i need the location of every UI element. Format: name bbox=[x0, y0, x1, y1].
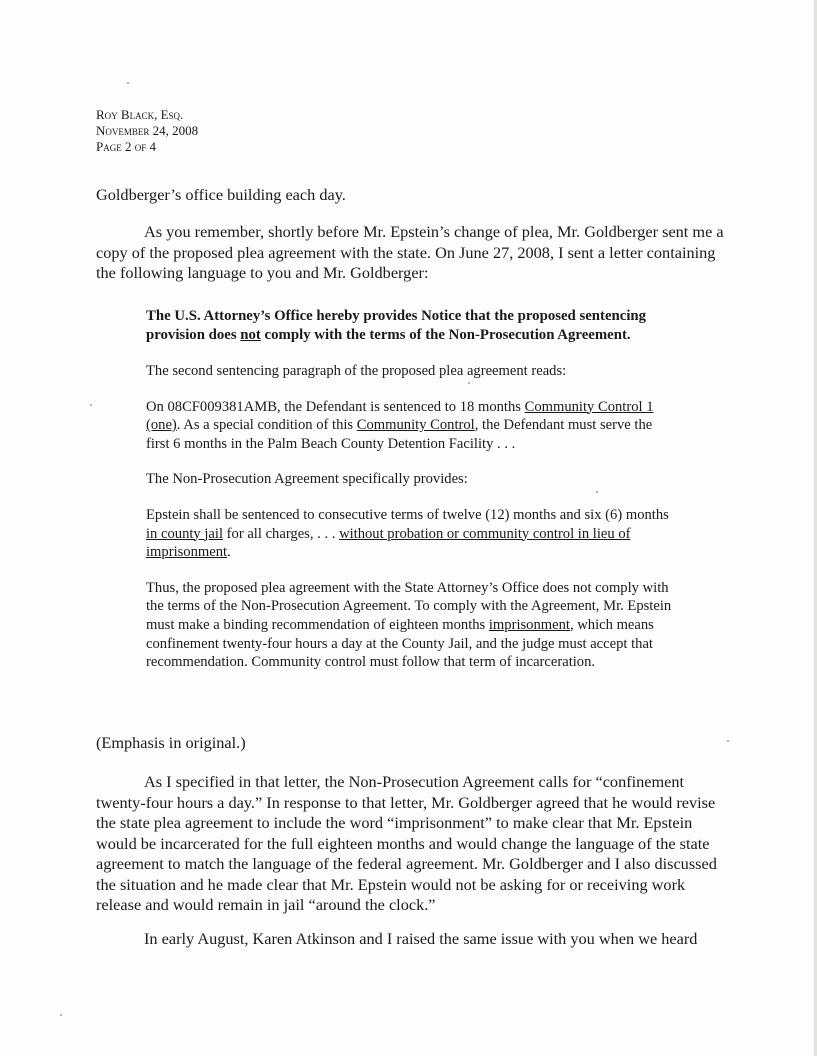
scan-speck bbox=[127, 82, 129, 84]
underline-county-jail: in county jail bbox=[146, 525, 224, 542]
paragraph-confinement: As I specified in that letter, the Non-Prosecution Agreement calls for “confinement twenty-four hours a day.” In response to that letter, Mr. Goldberger agreed that he would revise the state plea agreement to include the word “imprisonment” to make clear that Mr. Epstein would be incarcerated for the full eighteen months and would change the language of the state agreement to match the language of the federal agreement. Mr. Goldberger and I also discussed the situation and he made clear that Mr. Epstein would not be asking for or receiving work release and would remain in jail “around the clock.” bbox=[96, 772, 717, 914]
paragraph-early-august: In early August, Karen Atkinson and I raised the same issue with you when we heard bbox=[144, 929, 698, 948]
quote-notice: The U.S. Attorney’s Office hereby provides Notice that the proposed sentencing provision does not comply with the terms of the Non-Prosecution Agreement. bbox=[146, 308, 647, 343]
scan-speck bbox=[60, 1014, 62, 1016]
quote-sentencing-paragraph: On 08CF009381AMB, the Defendant is sentenced to 18 months Community Control 1 (one). As a special condition of this Community Control, the Defendant must serve the first 6 months in the Palm Beach County Detention Facility . . . bbox=[146, 398, 654, 452]
header-page-number: Page 2 of 4 bbox=[96, 139, 156, 154]
quoted-block bbox=[146, 307, 674, 672]
quote-second-paragraph-intro: The second sentencing paragraph of the proposed plea agreement reads: bbox=[146, 363, 567, 379]
underline-community-control-one: Community Control 1 (one) bbox=[146, 398, 654, 434]
underline-imprisonment: imprisonment bbox=[488, 616, 570, 633]
quote-conclusion: Thus, the proposed plea agreement with the State Attorney’s Office does not comply with the terms of the Non-Prosecution Agreement. To comply with the Agreement, Mr. Epstein must make a binding recommendation of eighteen months imprisonment, which means confinement twenty-four hours a day at the County Jail, and the judge must accept that recommendation. Community control must follow that term of incarceration. bbox=[146, 579, 672, 671]
quote-npa-intro: The Non-Prosecution Agreement specifically provides: bbox=[146, 471, 468, 488]
paragraph-plea-copy: As you remember, shortly before Mr. Epstein’s change of plea, Mr. Goldberger sent me a copy of the proposed plea agreement with the state. On June 27, 2008, I sent a letter containing the following language to you and Mr. Goldberger: bbox=[96, 222, 724, 282]
letter-header bbox=[96, 107, 198, 155]
quote-npa-terms: Epstein shall be sentenced to consecutive terms of twelve (12) months and six (6) months in county jail for all charges, . . . without probation or community control in lieu of imprisonment. bbox=[146, 506, 669, 561]
underline-without-probation: without probation or community control in lieu of imprisonment bbox=[146, 525, 631, 561]
scan-speck bbox=[727, 740, 729, 742]
notice-not-underlined: not bbox=[240, 327, 261, 343]
scan-speck bbox=[90, 404, 92, 406]
underline-community-control: Community Control bbox=[356, 417, 475, 434]
header-date: November 24, 2008 bbox=[96, 123, 199, 138]
paragraph-continuation: Goldberger’s office building each day. bbox=[96, 185, 346, 204]
header-recipient: Roy Black, Esq. bbox=[96, 107, 184, 122]
emphasis-note: (Emphasis in original.) bbox=[96, 733, 246, 752]
